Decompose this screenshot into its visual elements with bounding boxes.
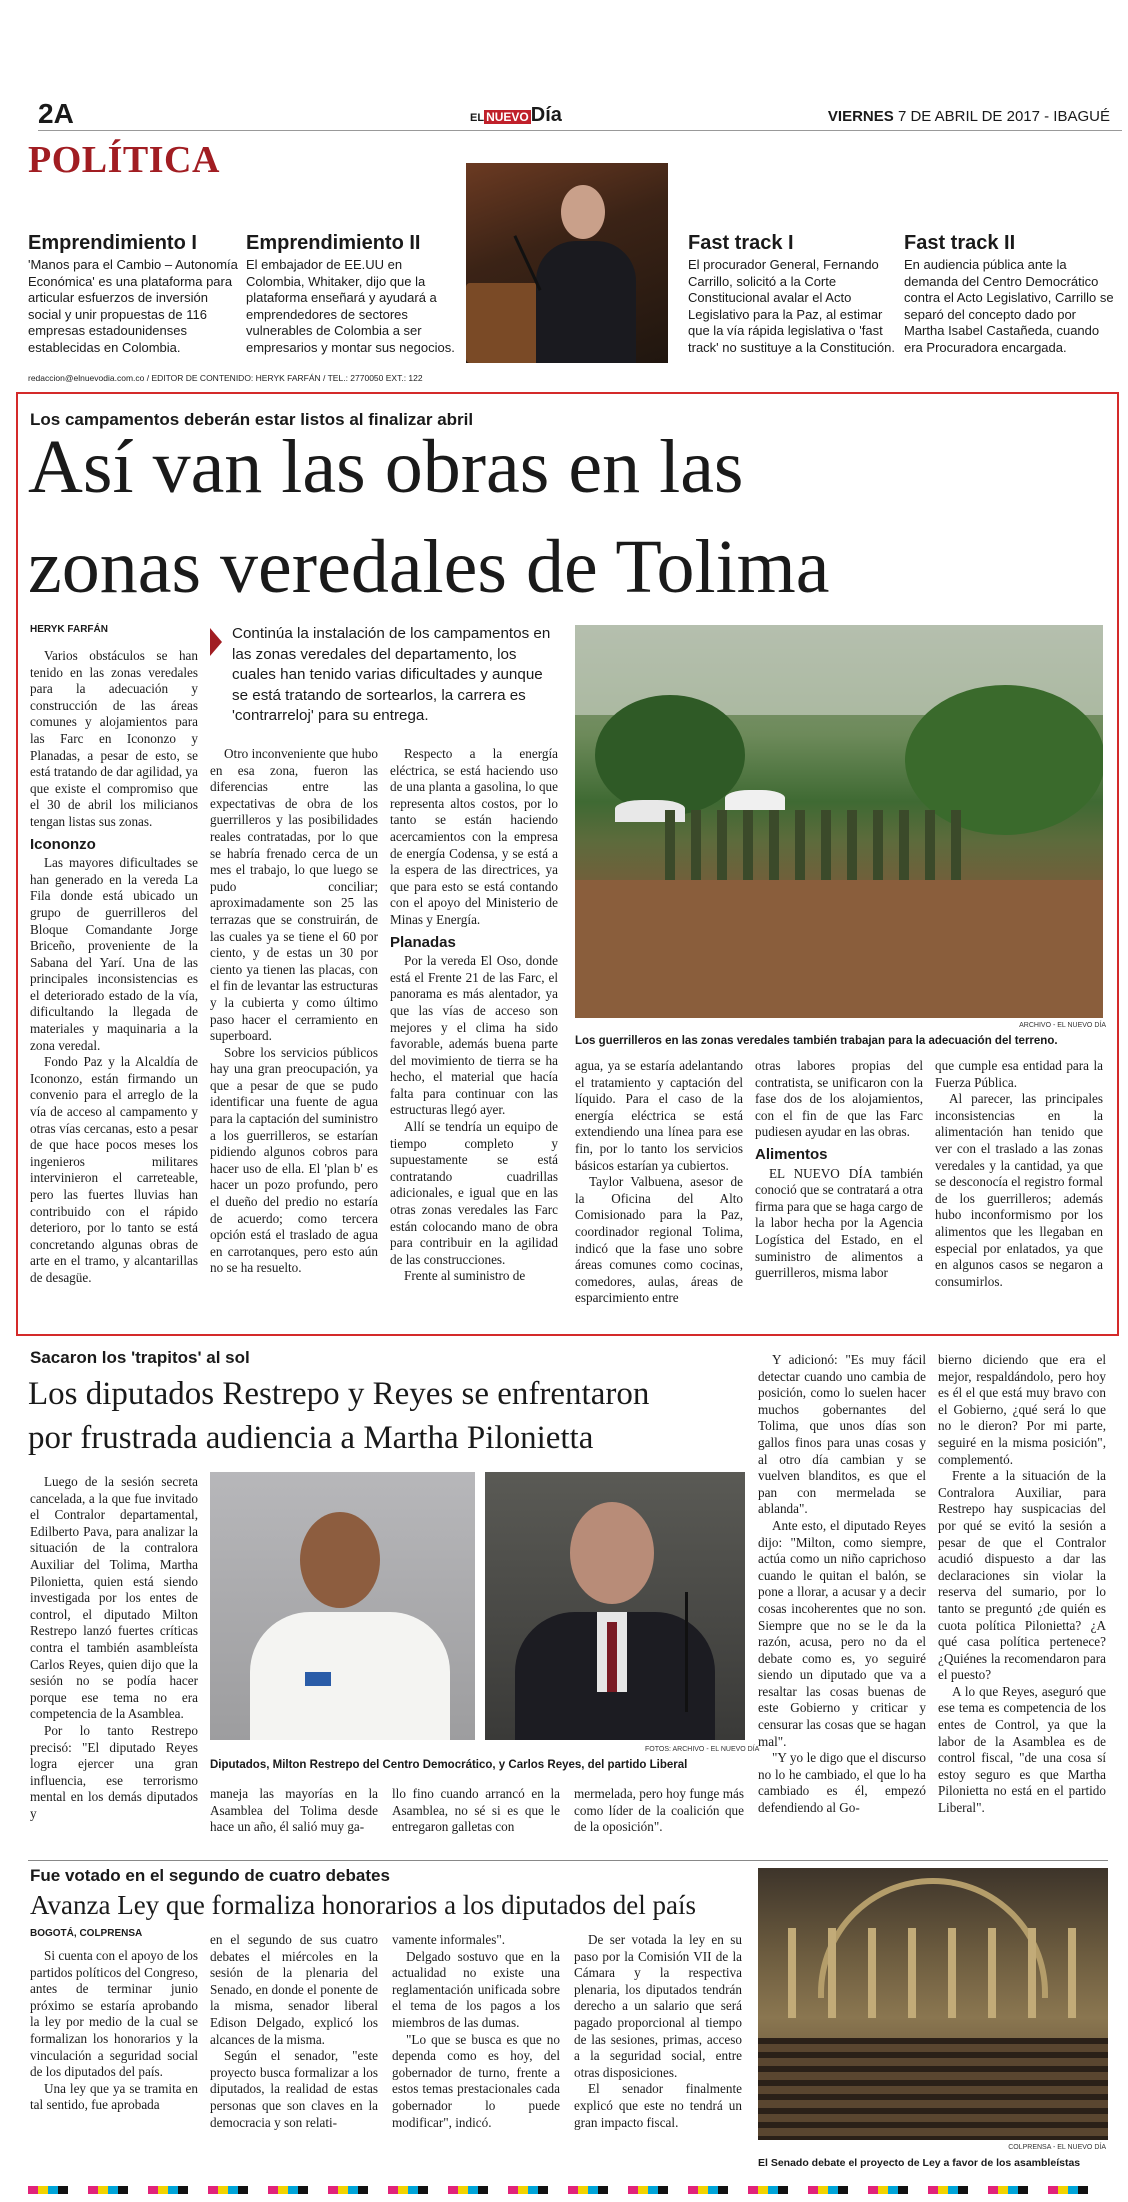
second-kicker: Sacaron los 'trapitos' al sol: [30, 1348, 250, 1367]
third-photo-credit: COLPRENSA - EL NUEVO DÍA: [1008, 2144, 1106, 2151]
section-title: POLÍTICA: [28, 139, 220, 181]
second-col-3: [392, 1786, 560, 1840]
brief-1: [28, 232, 238, 356]
paragraph: De ser votada la ley en su paso por la Comisión VII de la Cámara y la respectiva plenaria, los diputados tendrán derecho a un salario que será pagado proporcional al tiempo de las sesiones, primas, acceso a la seguridad social, entre otras disposiciones.: [574, 1932, 742, 2080]
paragraph: Varios obstáculos se han tenido en las zonas veredales para la adecuación y construcción de las áreas comunes y alojamientos para las Farc en Icononzo y Planadas, a pesar de esto, se está tratando de dar agilidad, ya que existe el compromiso que el 30 de abril los milicianos tengan listas sus zonas.: [30, 648, 198, 829]
microphone: [685, 1592, 688, 1712]
third-col-1: [30, 1948, 198, 2160]
second-col-5: [758, 1352, 926, 1840]
tie: [607, 1622, 617, 1692]
brief-4: [904, 232, 1116, 356]
brief-title: Emprendimiento I: [28, 232, 197, 254]
main-kicker: Los campamentos deberán estar listos al finalizar abril: [30, 410, 474, 429]
paragraph: en el segundo de sus cuatro debates el miércoles en la sesión de la plenaria del Senado, en donde el ponente de la misma, senador liberal Edison Delgado, explicó los alcances de la misma.: [210, 1932, 378, 2047]
paragraph: A lo que Reyes, aseguró que ese tema es competencia de los entes de Control, ya que la labor de la Asamblea es de control fiscal, "de una cosa sí estoy seguro es que Martha Pilonietta no está en el partido Liberal".: [938, 1683, 1106, 1816]
second-headline-line1: Los diputados Restrepo y Reyes se enfrentaron: [28, 1376, 650, 1412]
paragraph: agua, ya se estaría adelantando el tratamiento y captación del líquido. Para el caso de la energía eléctrica se está extendiendo una línea para ese fin, por lo tanto los servicios básicos estarían ya cubiertos.: [575, 1058, 743, 1173]
person-body: [250, 1612, 450, 1740]
third-col-2: [210, 1932, 378, 2160]
second-photo-credit: FOTOS: ARCHIVO - EL NUEVO DÍA: [645, 1746, 760, 1753]
second-col-6: [938, 1352, 1106, 1840]
paragraph: Frente al suministro de: [404, 1268, 526, 1284]
main-col-5: [755, 1058, 923, 1328]
third-col-3: [392, 1932, 560, 2160]
second-photo-caption: Diputados, Milton Restrepo del Centro Democrático, y Carlos Reyes, del partido Liberal: [210, 1759, 688, 1771]
paragraph: vamente informales".: [392, 1932, 506, 1947]
brief-title: Fast track I: [688, 232, 794, 254]
paragraph: que cumple esa entidad para la Fuerza Pública.: [935, 1058, 1103, 1090]
third-kicker: Fue votado en el segundo de cuatro debates: [30, 1866, 390, 1885]
reyes-photo: [485, 1472, 745, 1740]
paragraph: Al parecer, las principales inconsistencias en la alimentación han tenido que ver con el traslado a las zonas veredales y la cantidad, ya que se desconocía el registro formal de los guerrilleros; además hubo inconformismo por los alimentos que les llegaban en especial por enlatados, ya que en algunos casos se negaron a consumirlos.: [935, 1091, 1103, 1289]
second-col-1: [30, 1474, 198, 1824]
brief-text: El embajador de EE.UU en Colombia, Whitaker, dijo que la plataforma enseñará y ayudará a emprendedores de sectores vulnerables de Colombia a ser empresarios y montar sus negocios.: [246, 257, 455, 355]
newspaper-logo: [470, 104, 562, 127]
logo-el: EL: [470, 112, 485, 124]
paragraph: Taylor Valbuena, asesor de la Oficina del Alto Comisionado para la Paz, coordinador regional Tolima, indicó que la fase uno sobre áreas comunes como cocinas, comedores, aulas, áreas de esparcimiento entre: [575, 1174, 743, 1306]
second-headline-line2: por frustrada audiencia a Martha Pilonietta: [28, 1420, 594, 1456]
paragraph: Ante esto, el diputado Reyes dijo: "Milton, como siempre, actúa como un niño caprichoso cuando le quitan el balón, se pone a llorar, a acusar y a decir cosas incoherentes que no son. Siempre que no se le da la razón, acusa, pero no da el debate como es, yo seguiré siendo un diputado que va a resaltar las cosas buenas de este Gobierno y criticar y censurar las cosas que se hagan mal".: [758, 1517, 926, 1749]
brief-2: [246, 232, 456, 356]
issue-date: [828, 108, 1110, 125]
paragraph: Luego de la sesión secreta cancelada, a la que fue invitado el Contralor departamental, Edilberto Pava, para analizar la situación de la contralora Auxiliar del Tolima, Martha Pilonietta, quien está siendo investigada por los entes de control, el diputado Milton Restrepo lanzó fuertes críticas contra el también asambleísta Carlos Reyes, quien dijo que la sesión no se podía hacer porque ese tema no era competencia de la Asamblea.: [30, 1474, 198, 1722]
logo-patch: [305, 1672, 331, 1686]
logo-nuevo: NUEVO: [486, 110, 529, 124]
main-col-2: [210, 746, 378, 1328]
paragraph: Allí se tendría un equipo de tiempo completo y supuestamente se está contratando cuadrillas adicionales, e igual que en las otras zonas veredales las Farc están colocando mano de obra para contribuir en la agilidad de las construcciones.: [390, 1119, 558, 1267]
seats-rows: [758, 2038, 1108, 2140]
brief-text: 'Manos para el Cambio – Autonomía Económica' es una plataforma para articular esfuerzos de inversión social y unir propuestas de 116 empresas estadounidenses establecidas en Colombia.: [28, 257, 238, 355]
paragraph: Sobre los servicios públicos hay una gran preocupación, ya que a pesar de que se pudo identificar una fuente de agua para la captación del suministro a los guerrilleros, se estarían pidiendo algunos cobros para hacer uso de ella. El 'plan b' es hacer un pozo profundo, pero el dueño del predio no estaría de acuerdo; como tercera opción está el traslado de agua en carrotanques, pero esto aún no se ha resuelto.: [210, 1044, 378, 1276]
main-headline-line1: Así van las obras en las: [28, 425, 744, 509]
page-number: 2A: [38, 98, 74, 129]
soldiers-group: [665, 810, 965, 880]
subhead-icononzo: Icononzo: [30, 835, 96, 853]
paragraph: llo fino cuando arrancó en la Asamblea, no sé si es que le entregaron galletas con: [392, 1786, 560, 1835]
main-photo-caption: Los guerrilleros en las zonas veredales también trabajan para la adecuación del terreno.: [575, 1035, 1058, 1047]
senate-photo: [758, 1868, 1108, 2140]
logo-dia: Día: [530, 104, 562, 126]
person-body: [536, 241, 636, 363]
second-col-2: [210, 1786, 378, 1840]
second-col-4: [574, 1786, 744, 1840]
paragraph: EL NUEVO DÍA también conoció que se contratará a otra firma para que se haga cargo de la labor hecha por la Agencia Logística del Estado, en el suministro de alimentos a guerrilleros, misma labor: [755, 1165, 923, 1281]
mud-field: [575, 880, 1103, 1018]
paragraph: Por lo tanto Restrepo precisó: "El diputado Reyes logra ejercer una gran influencia, ese terrorismo mental en los demás diputados y: [30, 1722, 198, 1821]
paragraph: Y adicionó: "Es muy fácil detectar cuando uno cambia de posición, como lo suelen hacer muchos gobernantes del Tolima, que unos días son gallos finos para unas cosas y al otro día cambian y se vuelven blanditos, es que el pan con mermelada se ablanda".: [758, 1352, 926, 1517]
paragraph: Frente a la situación de la Contralora Auxiliar, para Restrepo hay suspicacias del por qué se evitó la sesión a pesar de que el Contralor acudió dispuesto a dar las declaraciones sin violar la reserva del sumario, por lo tanto se preguntó ¿de quién es cuota política Pilonietta? ¿A qué casa política pertenece? ¿Quiénes la recomendaron para el puesto?: [938, 1468, 1106, 1683]
paragraph: Respecto a la energía eléctrica, se está haciendo uso de una planta a gasolina, lo que representa altos costos, por lo tanto se están haciendo acercamientos con la empresa de energía Codensa, y se está a la espera de las directrices, ya que para esto se está contando con el apoyo del Ministerio de Minas y Energía.: [390, 746, 558, 927]
paragraph: otras labores propias del contratista, se unificaron con la fase dos de los alojamientos, con el fin de que las Farc pudiesen ayudar en las obras.: [755, 1058, 923, 1140]
main-photo-credit: ARCHIVO - EL NUEVO DÍA: [1019, 1022, 1106, 1029]
paragraph: Por la vereda El Oso, donde está el Frente 21 de las Farc, el panorama es más alentador, ya que las vías de acceso son mejores y el clima ha sido favorable, además buena parte del movimiento de tierra se ha hecho, el material que hacía falta para continuar con las estructuras llegó ayer.: [390, 953, 558, 1118]
paragraph: Si cuenta con el apoyo de los partidos políticos del Congreso, antes de terminar junio próximo se estaría aprobando la ley por medio de la cual se formalizan los honorarios y la vinculación a seguridad social de los diputados del país.: [30, 1948, 198, 2080]
tree-left: [595, 695, 745, 815]
paragraph: El senador finalmente explicó que este no tendrá un gran impacto fiscal.: [574, 2081, 742, 2130]
tent-2: [725, 790, 785, 810]
third-headline: Avanza Ley que formaliza honorarios a los diputados del país: [30, 1890, 697, 1920]
subhead-alimentos: Alimentos: [755, 1145, 828, 1163]
paragraph: Delgado sostuvo que en la actualidad no existe una reglamentación unificada sobre el tema de los pagos a los miembros de las dumas.: [392, 1948, 560, 2030]
date-rest: 7 DE ABRIL DE 2017 - IBAGUÉ: [897, 108, 1110, 125]
date-day: VIERNES: [827, 108, 894, 125]
paragraph: Fondo Paz y la Alcaldía de Icononzo, están firmando un convenio para el arreglo de la vía de acceso al campamento y otras vías cercanas, esto a pesar de que hace pocos meses los ingenieros militares intervinieron el carreteable, pero las fuertes lluvias han contribuido con el rápido deterioro, por lo tanto se está concretando algunas obras de arte en el tramo, y alcantarillas de desagüe.: [30, 1054, 198, 1285]
third-photo-caption: El Senado debate el proyecto de Ley a favor de los asambleístas: [758, 2157, 1081, 2169]
prosecutor-photo: [466, 163, 668, 363]
main-byline: HERYK FARFÁN: [30, 624, 108, 635]
person-head: [570, 1502, 654, 1604]
main-headline-line2: zonas veredales de Tolima: [28, 525, 830, 609]
third-byline: BOGOTÁ, COLPRENSA: [30, 1928, 143, 1939]
paragraph: Otro inconveniente que hubo en esa zona, fueron las diferencias entre las expectativas de obra de los guerrilleros y las posibilidades reales contratadas, por lo que se habría frenado cerca de un mes el trabajo, lo que luego se pudo conciliar; aproximadamente son 25 las terrazas que se construirán, de las cuales ya se tiene el 60 por ciento, y de estas un 30 por ciento ya tienen las placas, con el fin de levantar las estructuras y la cubierta y como último paso hacer el cerramiento en superboard.: [210, 746, 378, 1044]
paragraph: "Lo que se busca es que no dependa como es hoy, del gobernador de turno, frente a estos temas prestacionales cada gobernador lo puede modificar", indicó.: [392, 2031, 560, 2130]
lead-marker: [210, 628, 222, 656]
staff-line: redaccion@elnuevodia.com.co / EDITOR DE CONTENIDO: HERYK FARFÁN / TEL.: 2770050 EXT.: 122: [28, 373, 423, 383]
restrepo-photo: [210, 1472, 475, 1740]
paragraph: mermelada, pero hoy funge más como líder de la coalición que de la oposición".: [574, 1786, 744, 1835]
brief-3: [688, 232, 896, 356]
main-lead: Continúa la instalación de los campamentos en las zonas veredales del departamento, los cuales han tenido varias dificultades y aunque se está tratando de sortearlos, la carrera es 'contrarreloj' para su entrega.: [232, 625, 551, 724]
person-head: [300, 1512, 380, 1608]
paragraph: Según el senador, "este proyecto busca formalizar a los diputados, la realidad de estas personas que son claves en la democracia y son relati-: [210, 2048, 378, 2130]
paragraph: bierno diciendo que era el mejor, respaldándolo, pero hoy es él el que está muy bravo con el Gobierno, ¿qué será lo que no le dieron? Por mi parte, seguiré en la misma posición", complementó.: [938, 1352, 1106, 1467]
paragraph: "Y yo le digo que el discurso no lo he cambiado, el que lo ha cambiado es él, empezó defendiendo al Go-: [758, 1750, 926, 1816]
subhead-planadas: Planadas: [390, 933, 456, 951]
person-head: [561, 185, 605, 239]
paragraph: Una ley que ya se tramita en tal sentido, fue aprobada: [30, 2080, 198, 2113]
third-col-4: [574, 1932, 742, 2160]
brief-title: Fast track II: [904, 232, 1016, 254]
main-col-4: [575, 1058, 743, 1328]
paragraph: Las mayores dificultades se han generado en la vereda La Fila donde está ubicado un grupo de guerrilleros del Bloque Comandante Jorge Briceño, proveniente de la Sabana del Yarí. Una de las principales inconsistencias es el deteriorado estado de la vía, dificultando la llegada de materiales y maquinaria a la zona veredal.: [30, 855, 198, 1053]
main-col-3: [390, 746, 558, 1328]
brief-title: Emprendimiento II: [246, 232, 421, 254]
brief-text: El procurador General, Fernando Carrillo, solicitó a la Corte Constitucional avalar el Acto Legislativo para la Paz, al estimar que la vía rápida legislativa o 'fast track' no sustituye a la Constitución.: [688, 257, 895, 355]
paragraph: maneja las mayorías en la Asamblea del Tolima desde hace un año, él salió muy ga-: [210, 1786, 378, 1835]
guerrilla-work-photo: [575, 625, 1103, 1018]
main-col-6: [935, 1058, 1103, 1328]
brief-text: En audiencia pública ante la demanda del Centro Democrático contra el Acto Legislativo, Carrillo se separó del concepto dado por Martha Isabel Castañeda, cuando era Procuradora encargada.: [904, 257, 1114, 355]
header-rule: [38, 130, 1122, 131]
main-col-1: [30, 648, 198, 1328]
columns: [788, 1928, 1078, 2018]
podium-shape: [466, 283, 546, 363]
section-divider: [28, 1860, 1108, 1861]
color-registration-strip: [28, 2186, 1108, 2194]
